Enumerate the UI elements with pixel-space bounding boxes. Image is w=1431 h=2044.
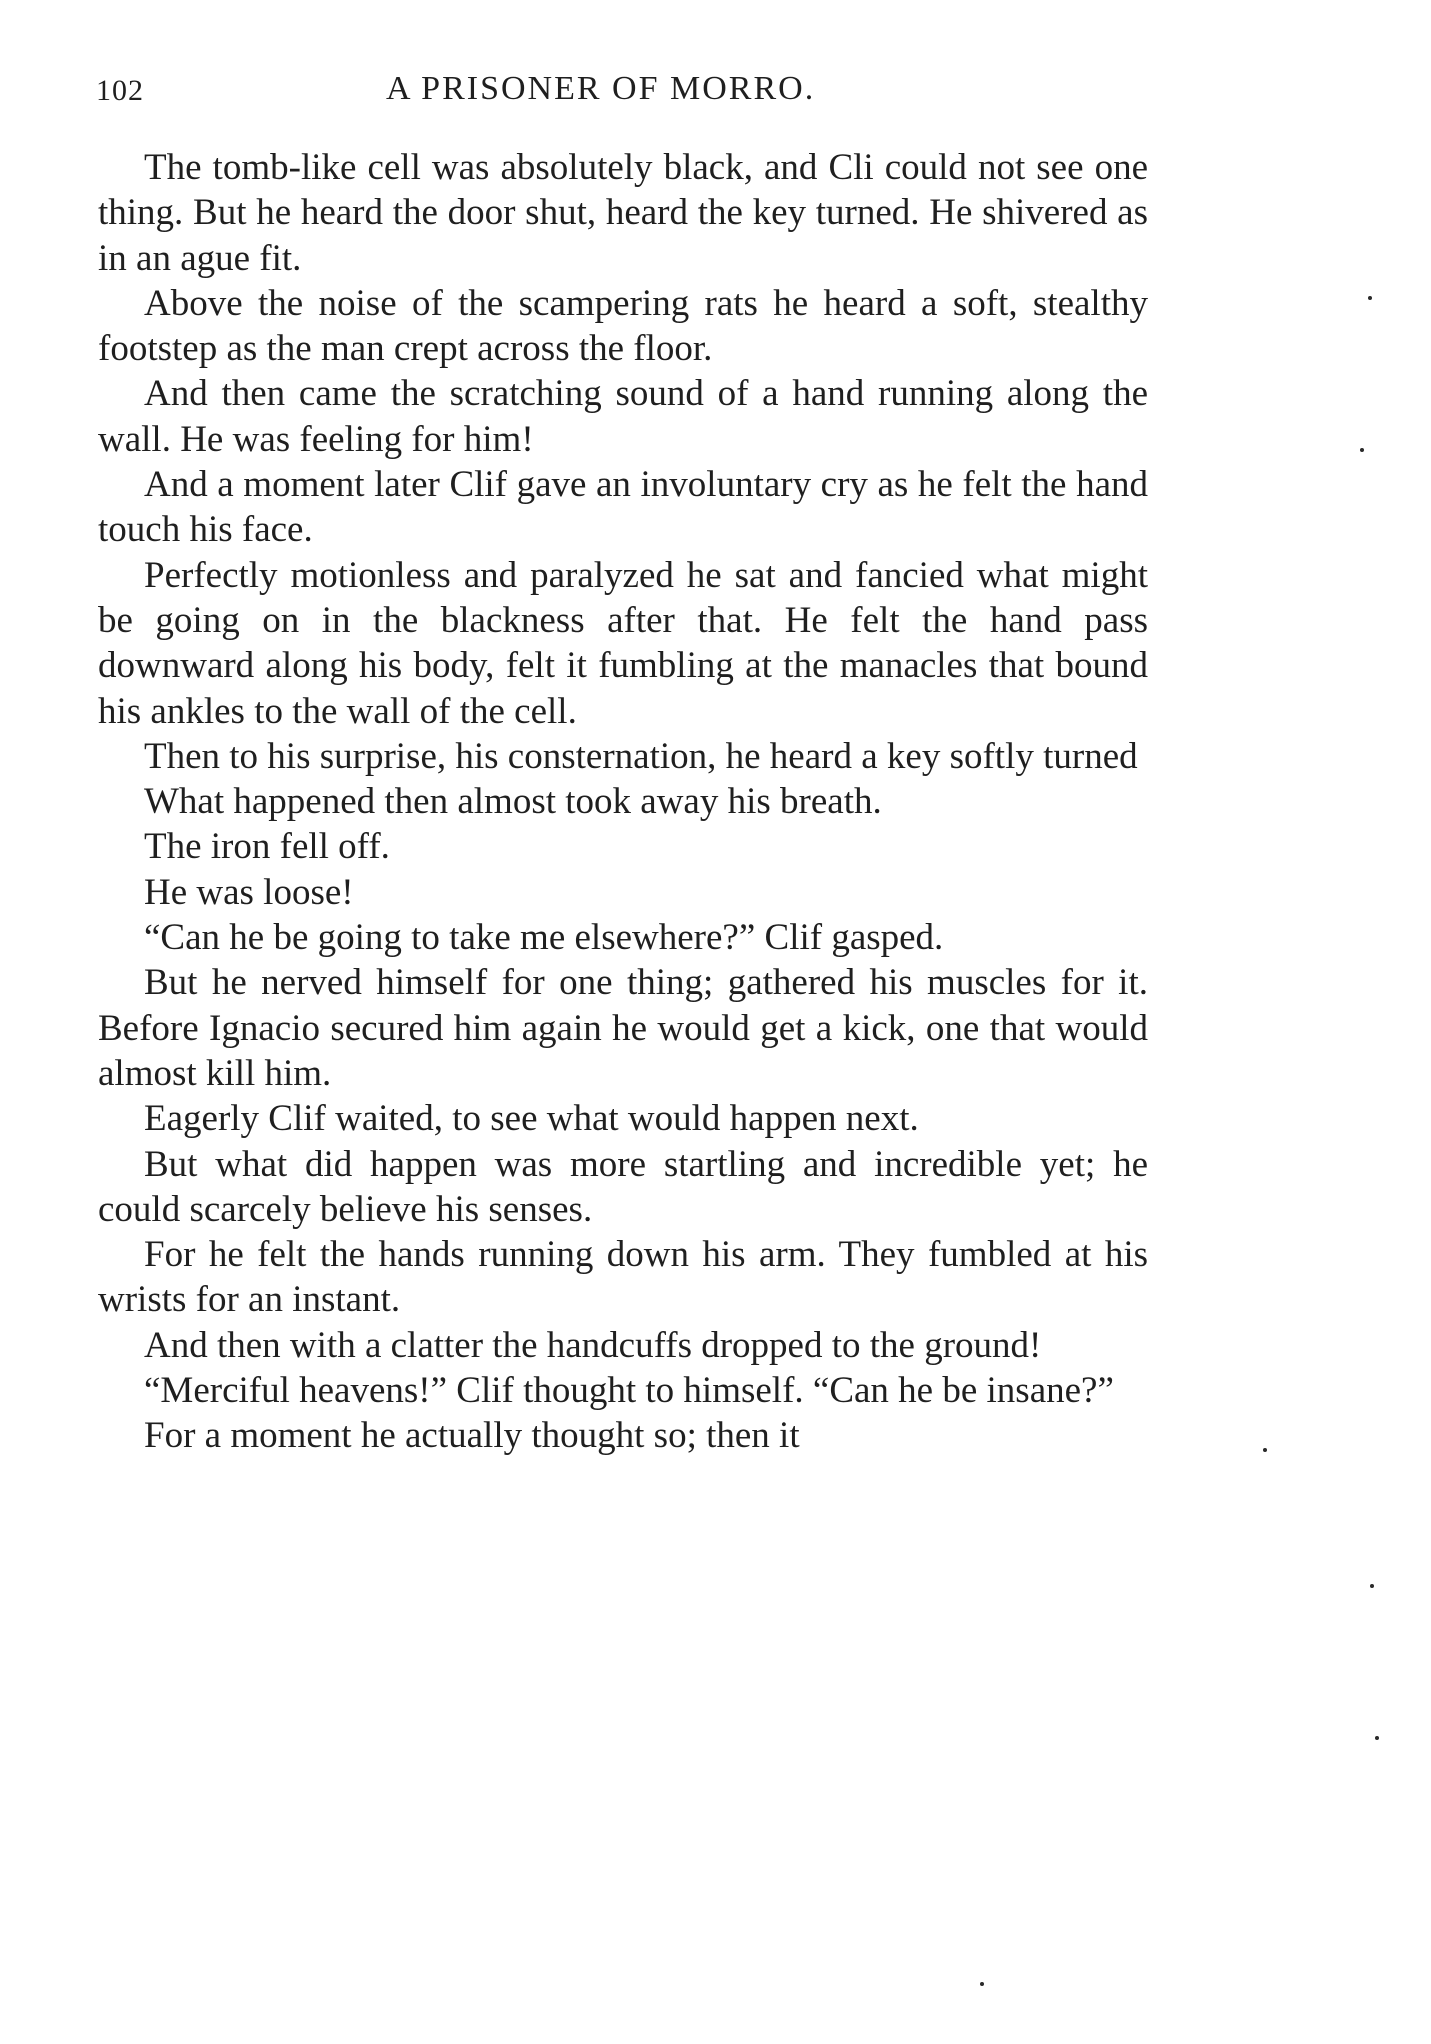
- scan-speck: [980, 1982, 984, 1986]
- paragraph: And then with a clatter the handcuffs dropped to the ground!: [144, 1324, 1042, 1366]
- scan-speck: [1370, 1584, 1374, 1588]
- paragraph: And then came the scratching sound of a hand running along the wall. He was feeling for him!: [98, 373, 1148, 460]
- paragraph: “Merciful heavens!” Clif thought to himself. “Can he be insane?”: [144, 1370, 1114, 1412]
- paragraph: Perfectly motionless and paralyzed he sat and fancied what might be going on in the blackness after that. He felt the hand pass downward along his body, felt it fumbling at the manacles that bound his ankles to the wall of the cell.: [98, 554, 1148, 732]
- paragraph: But he nerved himself for one thing; gathered his muscles for it. Before Ignacio secured him again he would get a kick, one that would almost kill him.: [98, 962, 1148, 1094]
- page-number: 102: [96, 74, 144, 107]
- paragraph: Eagerly Clif waited, to see what would happen next.: [144, 1098, 919, 1140]
- paragraph: But what did happen was more startling and incredible yet; he could scarcely believe his senses.: [98, 1143, 1148, 1230]
- paragraph: And a moment later Clif gave an involuntary cry as he felt the hand touch his face.: [98, 464, 1148, 551]
- scan-speck: [1368, 296, 1372, 300]
- paragraph: “Can he be going to take me elsewhere?” Clif gasped.: [144, 917, 944, 959]
- book-title: A PRISONER OF MORRO.: [386, 70, 816, 107]
- paragraph: What happened then almost took away his breath.: [144, 781, 882, 823]
- paragraph: For a moment he actually thought so; then it: [144, 1415, 800, 1457]
- running-head: [96, 70, 1146, 120]
- paragraph: The tomb-like cell was absolutely black, and Cli could not see one thing. But he heard the door shut, heard the key turned. He shivered as in an ague fit.: [98, 147, 1148, 279]
- paragraph: Then to his surprise, his consternation, he heard a key softly turned: [144, 735, 1138, 777]
- scan-speck: [1375, 1736, 1379, 1740]
- paragraph: For he felt the hands running down his arm. They fumbled at his wrists for an instant.: [98, 1234, 1148, 1321]
- paragraph: Above the noise of the scampering rats he heard a soft, stealthy footstep as the man crept across the floor.: [98, 282, 1148, 370]
- paragraph: He was loose!: [144, 871, 354, 913]
- body-text: [98, 145, 1148, 1459]
- paragraph: The iron fell off.: [144, 826, 390, 868]
- scan-speck: [1360, 448, 1364, 452]
- scan-speck: [1263, 1448, 1267, 1452]
